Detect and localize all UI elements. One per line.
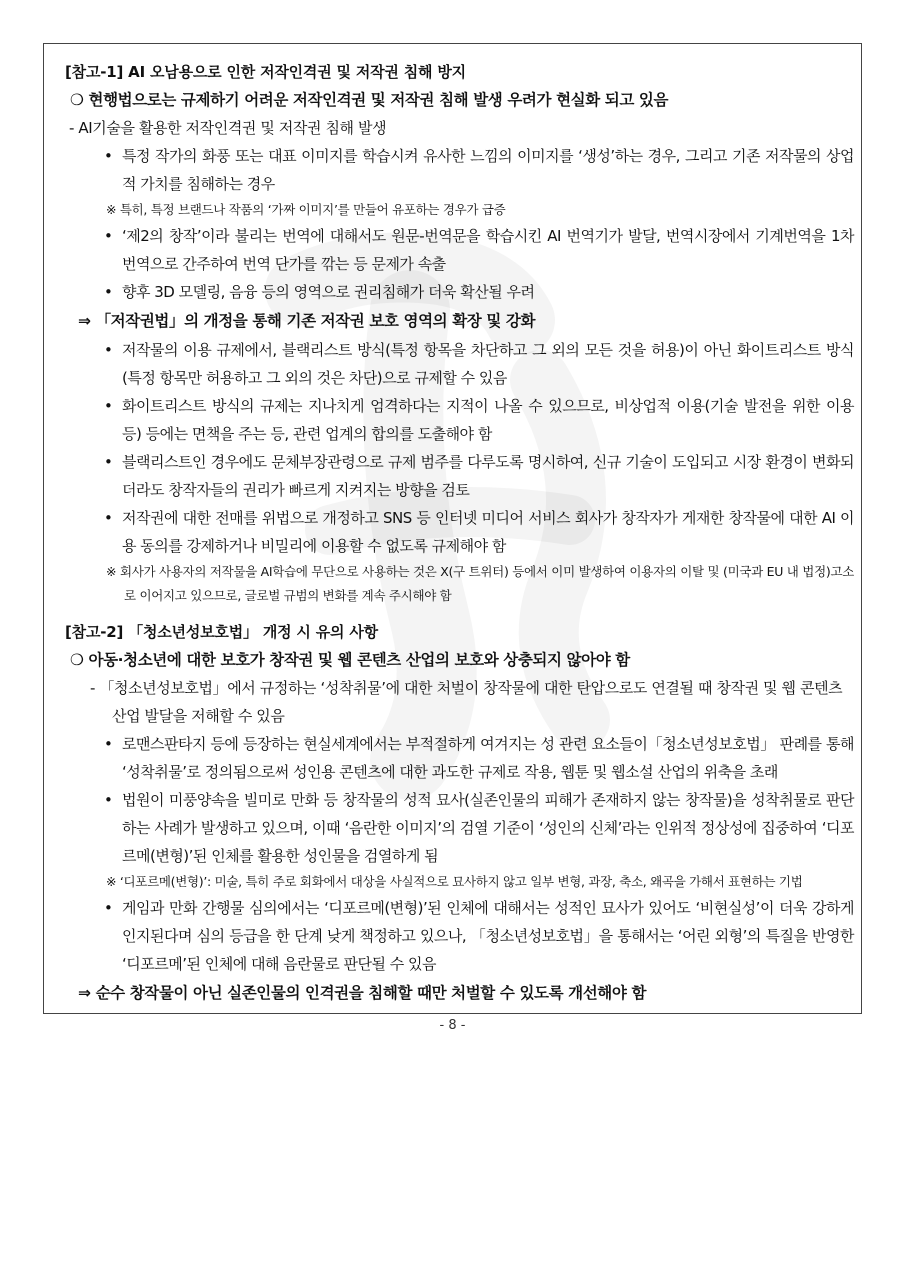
section-1-bullet: • 화이트리스트 방식의 규제는 지나치게 엄격하다는 지적이 나올 수 있으므로, 비상업적 이용(기술 발전을 위한 이용 등) 등에는 면책을 주는 등, 관련 업계의 합의를 도출해야 함 bbox=[64, 392, 854, 448]
section-1-bullet: • 블랙리스트인 경우에도 문체부장관령으로 규제 범주를 다루도록 명시하여, 신규 기술이 도입되고 시장 환경이 변화되더라도 창작자들의 권리가 빠르게 지켜지는 방향을 검토 bbox=[64, 448, 854, 504]
section-1-bullet: • 향후 3D 모델링, 음융 등의 영역으로 권리침해가 더욱 확산될 우려 bbox=[64, 278, 854, 306]
section-2-conclusion: ⇒ 순수 창작물이 아닌 실존인물의 인격권을 침해할 때만 처벌할 수 있도록 개선해야 함 bbox=[78, 984, 647, 1002]
section-1-title: [참고-1] AI 오남용으로 인한 저작인격권 및 저작권 침해 방지 bbox=[65, 63, 466, 81]
section-1-bullet: • 저작물의 이용 규제에서, 블랙리스트 방식(특정 항목을 차단하고 그 외의 모든 것을 허용)이 아닌 화이트리스트 방식(특정 항목만 허용하고 그 외의 것은 차단)으로 규제할 수 있음 bbox=[64, 336, 854, 392]
section-1-note: ※ 회사가 사용자의 저작물을 AI학습에 무단으로 사용하는 것은 X(구 트위터) 등에서 이미 발생하여 이용자의 이탈 및 (미국과 EU 내 법정)고소로 이어지고 있으므로, 글로벌 규범의 변화를 계속 주시해야 함 bbox=[106, 564, 854, 603]
section-1-bullet: • ‘제2의 창작’이라 불리는 번역에 대해서도 원문-번역문을 학습시킨 AI 번역기가 발달, 번역시장에서 기계번역을 1차 번역으로 간주하여 번역 단가를 깎는 등 문제가 속출 bbox=[64, 222, 854, 278]
section-1-heading: ❍ 현행법으로는 규제하기 어려운 저작인격권 및 저작권 침해 발생 우려가 현실화 되고 있음 bbox=[70, 91, 669, 109]
section-1-note: ※ 특히, 특정 브랜드나 작품의 ‘가짜 이미지’를 만들어 유포하는 경우가 급증 bbox=[106, 202, 506, 217]
section-1-bullet: • 특정 작가의 화풍 또는 대표 이미지를 학습시켜 유사한 느낌의 이미지를 ‘생성’하는 경우, 그리고 기존 저작물의 상업적 가치를 침해하는 경우 bbox=[64, 142, 854, 198]
section-1-dash-item: - AI기술을 활용한 저작인격권 및 저작권 침해 발생 bbox=[69, 119, 387, 137]
section-2-dash-item: - 「청소년성보호법」에서 규정하는 ‘성착취물’에 대한 처벌이 창작물에 대한 탄압으로도 연결될 때 창작권 및 웹 콘텐츠 산업 발달을 저해할 수 있음 bbox=[90, 679, 843, 725]
section-2-bullet: • 법원이 미풍양속을 빌미로 만화 등 창작물의 성적 묘사(실존인물의 피해가 존재하지 않는 창작물)을 성착취물로 판단하는 사례가 발생하고 있으며, 이때 ‘음란한 이미지’의 검열 기준이 ‘성인의 신체’라는 인위적 정상성에 집중하여 ‘디포르메(변형)’된 인체를 활용한 성인물을 검열하게 됨 bbox=[64, 786, 854, 870]
section-2-bullet: • 로맨스판타지 등에 등장하는 현실세계에서는 부적절하게 여겨지는 성 관련 요소들이「청소년성보호법」 판례를 통해 ‘성착취물’로 정의됨으로써 성인용 콘텐츠에 대한 과도한 규제로 작용, 웹툰 및 웹소설 산업의 위축을 초래 bbox=[64, 730, 854, 786]
section-2-heading: ❍ 아동·청소년에 대한 보호가 창작권 및 웹 콘텐츠 산업의 보호와 상충되지 않아야 함 bbox=[70, 651, 630, 669]
section-1-conclusion: ⇒ 「저작권법」의 개정을 통해 기존 저작권 보호 영역의 확장 및 강화 bbox=[78, 312, 536, 330]
page-number: - 8 - bbox=[439, 1018, 466, 1033]
section-2-bullet: • 게임과 만화 간행물 심의에서는 ‘디포르메(변형)’된 인체에 대해서는 성적인 묘사가 있어도 ‘비현실성’이 더욱 강하게 인지된다며 심의 등급을 한 단계 낮게 책정하고 있으나, 「청소년성보호법」을 통해서는 ‘어린 외형’의 특질을 반영한 ‘디포르메’된 인체에 대해 음란물로 판단될 수 있음 bbox=[64, 894, 854, 978]
section-1-bullet: • 저작권에 대한 전매를 위법으로 개정하고 SNS 등 인터넷 미디어 서비스 회사가 창작자가 게재한 창작물에 대한 AI 이용 동의를 강제하거나 비밀리에 이용할 수 없도록 규제해야 함 bbox=[64, 504, 854, 560]
document-body bbox=[64, 58, 854, 1008]
section-2-note: ※ ‘디포르메(변형)’: 미술, 특히 주로 회화에서 대상을 사실적으로 묘사하지 않고 일부 변형, 과장, 축소, 왜곡을 가해서 표현하는 기법 bbox=[106, 874, 803, 889]
section-2-title: [참고-2] 「청소년성보호법」 개정 시 유의 사항 bbox=[65, 623, 378, 641]
